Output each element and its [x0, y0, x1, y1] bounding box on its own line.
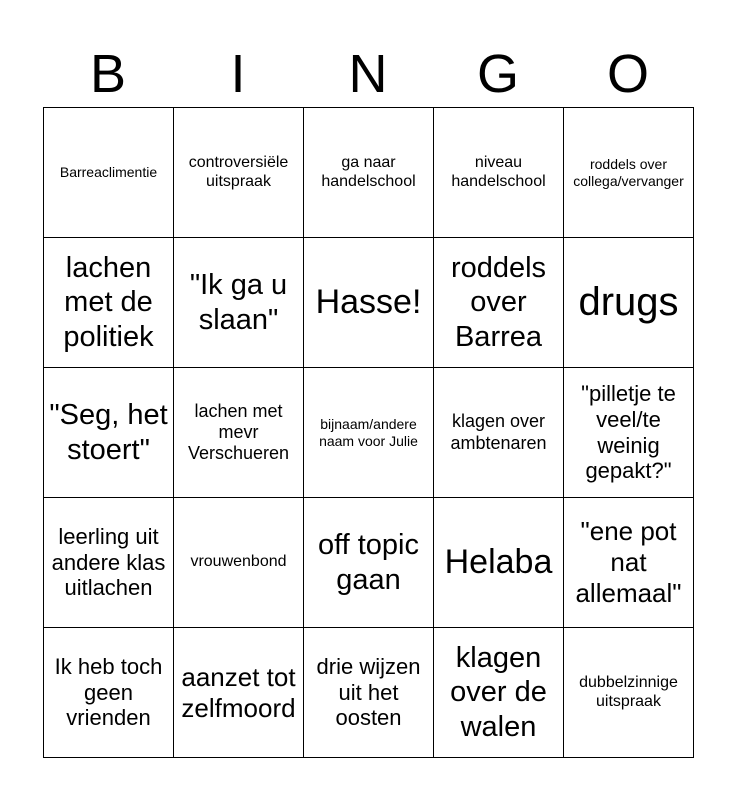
bingo-cell[interactable]: ga naar handelschool	[304, 108, 434, 238]
bingo-cell[interactable]: "ene pot nat allemaal"	[564, 498, 694, 628]
header-letter-b: B	[89, 44, 127, 104]
header-letter-o: O	[606, 44, 649, 104]
bingo-cell[interactable]: drie wijzen uit het oosten	[304, 628, 434, 758]
bingo-cell[interactable]: Ik heb toch geen vrienden	[44, 628, 174, 758]
bingo-cell[interactable]: Helaba	[434, 498, 564, 628]
bingo-cell[interactable]: niveau handelschool	[434, 108, 564, 238]
bingo-cell[interactable]: Hasse!	[304, 238, 434, 368]
bingo-board	[43, 107, 694, 758]
bingo-cell[interactable]: klagen over ambtenaren	[434, 368, 564, 498]
board-row	[44, 108, 694, 238]
board-row	[44, 628, 694, 758]
bingo-header	[43, 40, 693, 108]
board-row	[44, 238, 694, 368]
bingo-cell[interactable]: "pilletje te veel/te weinig gepakt?"	[564, 368, 694, 498]
bingo-cell[interactable]: off topic gaan	[304, 498, 434, 628]
header-letter-n: N	[348, 44, 388, 104]
bingo-cell[interactable]: leerling uit andere klas uitlachen	[44, 498, 174, 628]
bingo-cell[interactable]: controversiële uitspraak	[174, 108, 304, 238]
bingo-cell[interactable]: drugs	[564, 238, 694, 368]
header-letter-g: G	[476, 44, 519, 104]
bingo-cell[interactable]: Barreaclimentie	[44, 108, 174, 238]
bingo-cell[interactable]: vrouwenbond	[174, 498, 304, 628]
bingo-cell[interactable]: bijnaam/andere naam voor Julie	[304, 368, 434, 498]
bingo-cell[interactable]: "Seg, het stoert"	[44, 368, 174, 498]
bingo-cell[interactable]: dubbelzinnige uitspraak	[564, 628, 694, 758]
bingo-cell[interactable]: lachen met de politiek	[44, 238, 174, 368]
bingo-cell[interactable]: aanzet tot zelfmoord	[174, 628, 304, 758]
bingo-cell[interactable]: roddels over collega/vervanger	[564, 108, 694, 238]
header-letter-i: I	[230, 44, 246, 104]
board-row	[44, 498, 694, 628]
bingo-cell[interactable]: roddels over Barrea	[434, 238, 564, 368]
board-row	[44, 368, 694, 498]
bingo-cell[interactable]: "Ik ga u slaan"	[174, 238, 304, 368]
bingo-cell[interactable]: klagen over de walen	[434, 628, 564, 758]
bingo-cell[interactable]: lachen met mevr Verschueren	[174, 368, 304, 498]
